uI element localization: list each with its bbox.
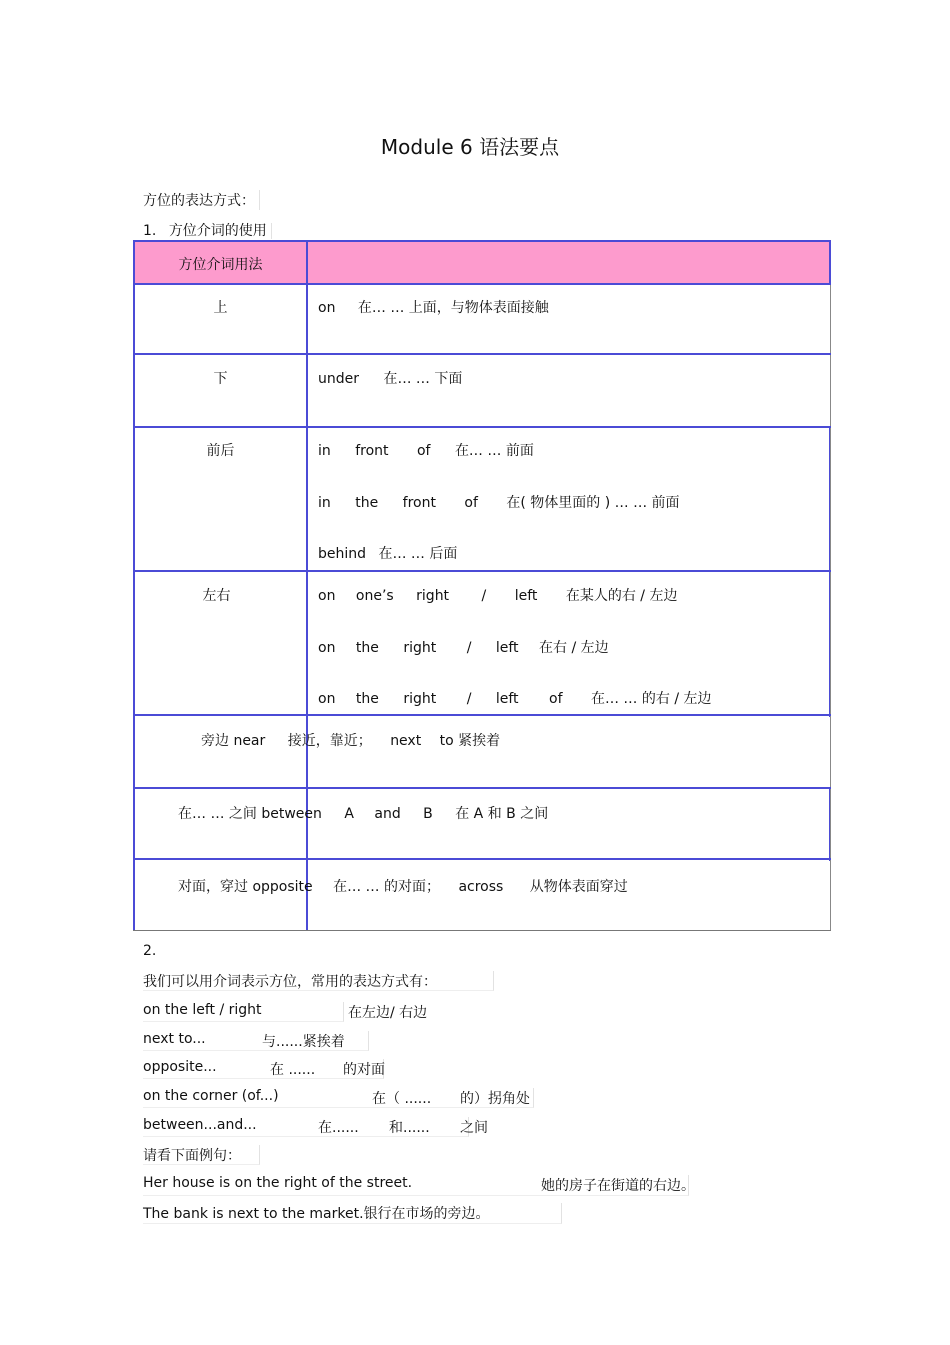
table-text: 在… … 下面 xyxy=(383,371,463,387)
row-value-behind xyxy=(318,543,457,563)
table-text: 旁边 near xyxy=(201,733,266,749)
table-text: the xyxy=(355,495,379,511)
row-value-right-of xyxy=(318,688,712,708)
table-text: 对面，穿过 opposite xyxy=(178,879,313,895)
table-text: B xyxy=(423,806,433,822)
table-text: next xyxy=(390,733,422,749)
row-key-down: 下 xyxy=(213,371,228,387)
table-text: the xyxy=(355,640,379,656)
table-text: under xyxy=(318,371,360,387)
list-item-zh: 的对面 xyxy=(343,1062,385,1078)
row-key-left-right: 左右 xyxy=(202,588,231,604)
table-text: left xyxy=(495,691,519,707)
example-translation: 银行在市场的旁边。 xyxy=(363,1206,490,1222)
table-text: on xyxy=(318,640,336,656)
table-bottom-border xyxy=(133,930,831,931)
table-text: of xyxy=(416,443,431,459)
table-text: 在… … 的对面； xyxy=(333,879,440,895)
table-text: on xyxy=(318,300,336,316)
table-text: / xyxy=(481,588,487,604)
table-text: in xyxy=(318,495,331,511)
intro-text: 方位的表达方式： xyxy=(143,190,260,210)
table-text: the xyxy=(355,691,379,707)
table-text: 接近，靠近； xyxy=(287,733,372,749)
row-divider xyxy=(133,353,831,355)
table-text: right xyxy=(403,640,437,656)
list-item: on the corner (of...) xyxy=(143,1088,534,1108)
table-text: 在… … 前面 xyxy=(454,443,534,459)
row-near xyxy=(201,730,500,750)
table-text: 在… … 上面，与物体表面接触 xyxy=(357,300,549,316)
row-divider xyxy=(133,283,831,285)
table-text: 在… … 的右 / 左边 xyxy=(590,691,712,707)
row-key-front-back: 前后 xyxy=(206,443,235,459)
table-text: 在… … 之间 between xyxy=(178,806,322,822)
list-item-zh: 在（ ...... xyxy=(372,1091,432,1107)
table-text: in xyxy=(318,443,331,459)
section2-number: 2. xyxy=(143,943,157,959)
list-item-zh: 和...... xyxy=(389,1120,430,1136)
row-value-inside-front xyxy=(318,492,680,512)
section1-number: 1. xyxy=(143,223,157,239)
table-header-cell: 方位介词用法 xyxy=(178,257,263,273)
example-sentence xyxy=(143,1203,562,1224)
table-text: behind xyxy=(318,546,367,562)
page-title: Module 6 语法要点 xyxy=(380,135,560,159)
table-text: to 紧挨着 xyxy=(439,733,501,749)
examples-label: 请看下面例句： xyxy=(143,1145,260,1165)
list-item-zh: 的）拐角处 xyxy=(460,1091,530,1107)
table-text: 在某人的右 / 左边 xyxy=(565,588,678,604)
section1-heading xyxy=(143,220,272,240)
table-text: / xyxy=(466,640,472,656)
list-item-zh: 在 ...... xyxy=(270,1062,316,1078)
list-item-zh: 在左边/ 右边 xyxy=(348,1005,428,1021)
list-item: on the left / right xyxy=(143,1002,344,1022)
section2-intro: 我们可以用介词表示方位，常用的表达方式有： xyxy=(143,971,494,991)
example-translation: 她的房子在街道的右边。 xyxy=(541,1178,695,1194)
list-item-zh: 与......紧挨着 xyxy=(262,1034,345,1050)
row-divider xyxy=(133,858,831,860)
table-text: on xyxy=(318,691,336,707)
row-opposite xyxy=(178,876,628,896)
list-item: between...and... xyxy=(143,1117,469,1137)
table-text: 在右 / 左边 xyxy=(539,640,609,656)
row-divider xyxy=(133,787,831,789)
row-value-down xyxy=(318,368,462,388)
example-sentence-en: The bank is next to the market. xyxy=(143,1206,364,1222)
table-text: front xyxy=(402,495,436,511)
table-text: A xyxy=(344,806,354,822)
row-divider xyxy=(133,714,831,716)
row-value-front xyxy=(318,440,534,460)
list-item: opposite... xyxy=(143,1059,384,1079)
row-key-up: 上 xyxy=(213,300,228,316)
table-right-border-top xyxy=(829,240,831,285)
table-text: 在 A 和 B 之间 xyxy=(455,806,549,822)
list-item: next to... xyxy=(143,1031,369,1051)
list-item-zh: 在...... xyxy=(318,1120,359,1136)
row-value-the-right xyxy=(318,637,609,657)
table-column-divider xyxy=(306,240,308,931)
table-text: / xyxy=(466,691,472,707)
table-text: left xyxy=(514,588,538,604)
table-text: right xyxy=(416,588,450,604)
table-right-border-gray xyxy=(830,285,831,930)
table-text: 在( 物体里面的 ) … … 前面 xyxy=(506,495,680,511)
table-top-border xyxy=(133,240,831,242)
row-value-up xyxy=(318,297,549,317)
section1-label: 方位介词的使用 xyxy=(169,223,272,239)
row-divider xyxy=(133,426,831,428)
table-text: across xyxy=(458,879,504,895)
row-value-ones-right xyxy=(318,585,677,605)
row-divider xyxy=(133,570,831,572)
table-text: 从物体表面穿过 xyxy=(529,879,628,895)
table-text: left xyxy=(495,640,519,656)
table-text: front xyxy=(355,443,389,459)
table-text: one’s xyxy=(355,588,394,604)
table-text: and xyxy=(374,806,401,822)
table-text: right xyxy=(403,691,437,707)
list-item-zh: 之间 xyxy=(460,1120,488,1136)
example-sentence: Her house is on the right of the street. xyxy=(143,1175,689,1196)
table-text: on xyxy=(318,588,336,604)
row-between xyxy=(178,803,548,823)
table-text: 在… … 后面 xyxy=(378,546,458,562)
table-text: of xyxy=(464,495,478,511)
table-text: of xyxy=(549,691,563,707)
